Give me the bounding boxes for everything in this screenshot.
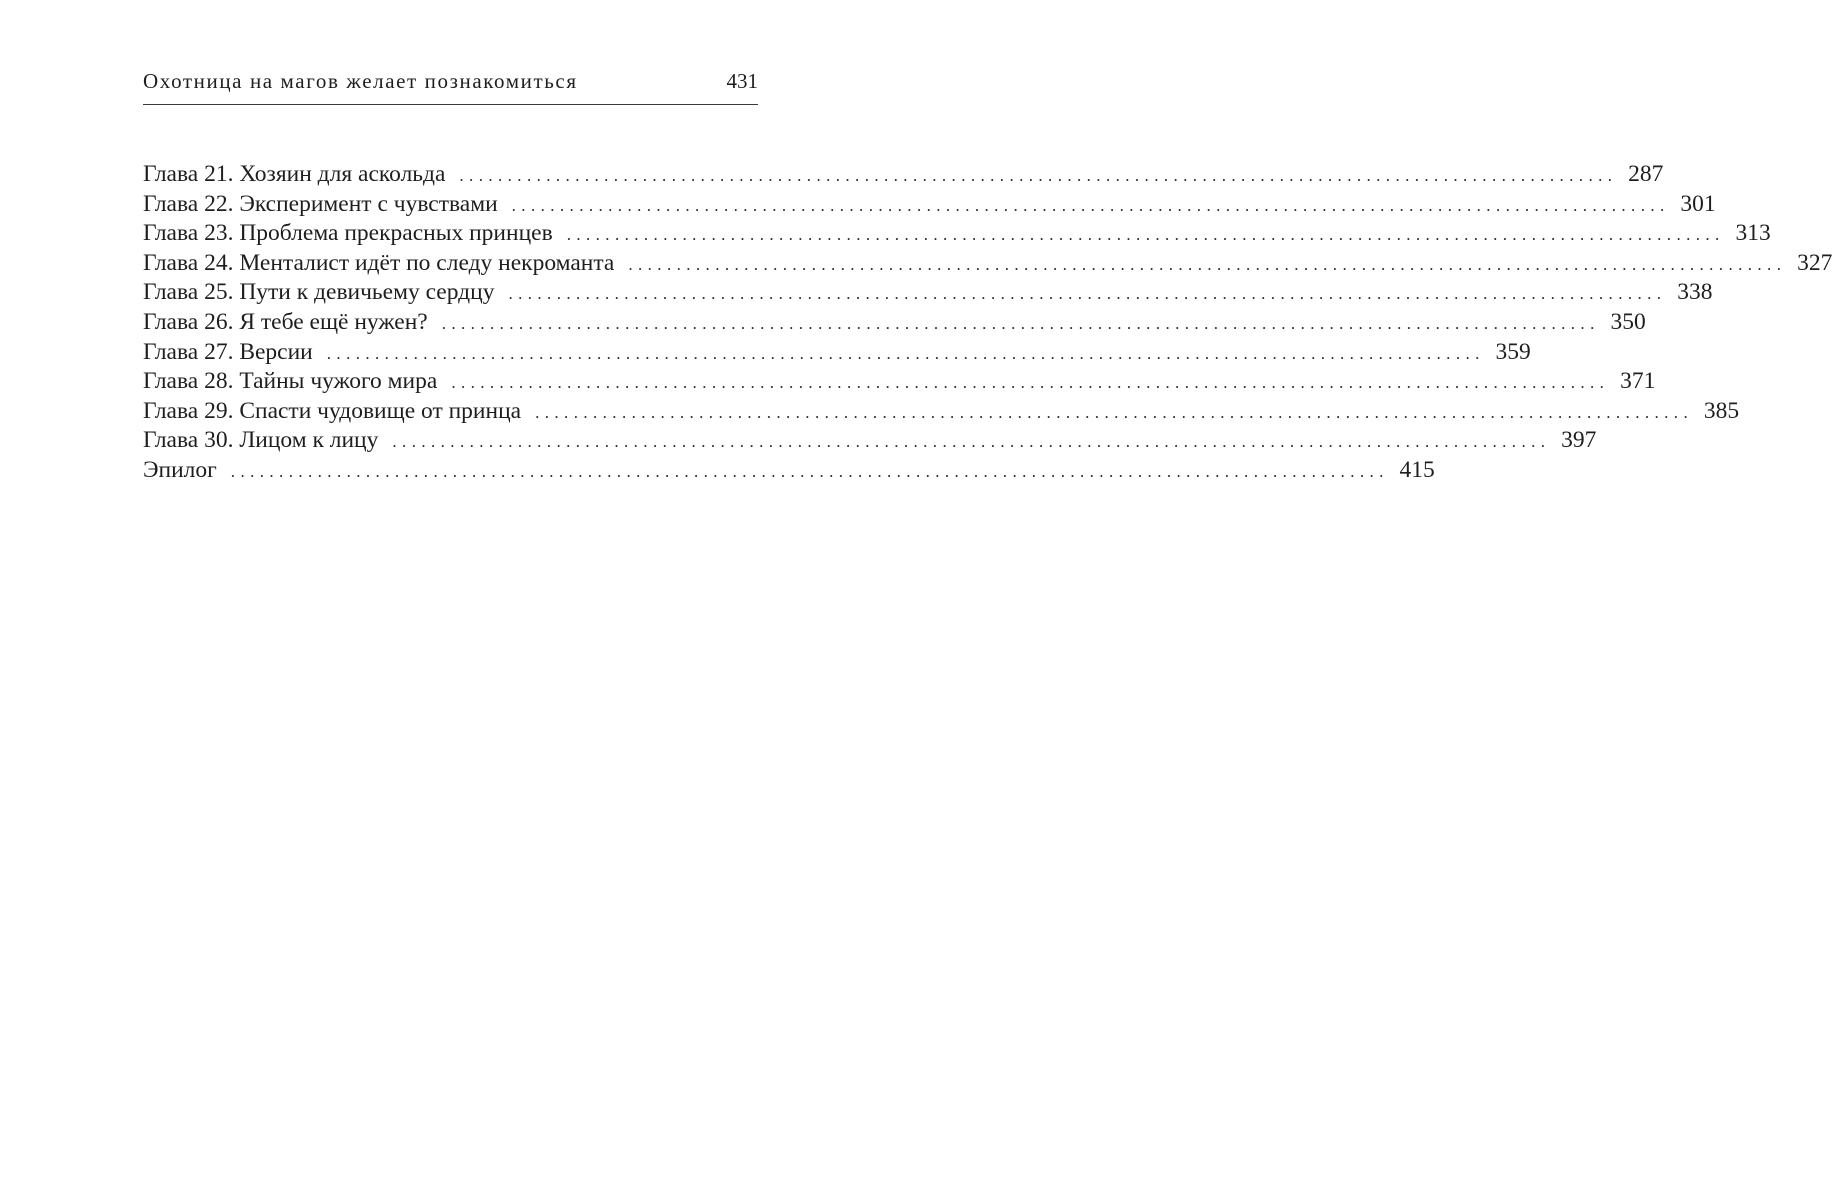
- toc-entry: [143, 367, 1656, 397]
- toc-entry-page: 415: [1399, 456, 1435, 483]
- toc-entry: [143, 456, 1435, 486]
- toc-leader-dots: ........................................................................................................................: [392, 432, 1551, 452]
- toc-entry: [143, 308, 1646, 338]
- toc-entry-page: 350: [1610, 308, 1646, 335]
- toc-entry: [143, 249, 1832, 279]
- toc-entry-page: 287: [1628, 161, 1664, 187]
- toc-leader-dots: ........................................................................................................................: [566, 225, 1725, 245]
- book-title: Охотница на магов желает познакомиться: [143, 69, 578, 93]
- toc-entry-title: Глава 22. Эксперимент с чувствами: [143, 190, 498, 217]
- toc-entry: [143, 338, 1531, 368]
- toc-entry-title: Глава 27. Версии: [143, 338, 313, 365]
- toc-entry-title: Эпилог: [143, 456, 217, 483]
- table-of-contents: [143, 160, 1832, 486]
- toc-entry-title: Глава 23. Проблема прекрасных принцев: [143, 220, 553, 247]
- toc-entry-page: 313: [1735, 220, 1771, 247]
- toc-entry: [143, 426, 1597, 456]
- toc-leader-dots: ........................................................................................................................: [628, 254, 1787, 274]
- toc-entry-title: Глава 25. Пути к девичьему сердцу: [143, 279, 495, 306]
- toc-leader-dots: ........................................................................................................................: [535, 402, 1694, 422]
- toc-entry: [143, 397, 1740, 427]
- toc-entry-title: Глава 21. Хозяин для аскольда: [143, 161, 446, 187]
- toc-entry-page: 327: [1797, 249, 1832, 276]
- toc-leader-dots: ........................................................................................................................: [511, 195, 1670, 215]
- toc-entry: [143, 278, 1713, 308]
- toc-entry-page: 359: [1495, 338, 1531, 365]
- toc-entry-title: Глава 26. Я тебе ещё нужен?: [143, 308, 428, 335]
- toc-leader-dots: ........................................................................................................................: [451, 373, 1610, 393]
- toc-entry-title: Глава 24. Менталист идёт по следу некроманта: [143, 249, 615, 276]
- page-number: 431: [726, 69, 758, 93]
- toc-entry: [143, 160, 1664, 190]
- toc-entry: [143, 190, 1716, 220]
- toc-leader-dots: ........................................................................................................................: [441, 313, 1600, 333]
- toc-entry-title: Глава 29. Спасти чудовище от принца: [143, 397, 522, 424]
- toc-entry: [143, 219, 1771, 249]
- toc-entry-title: Глава 28. Тайны чужого мира: [143, 368, 438, 395]
- toc-leader-dots: ........................................................................................................................: [326, 343, 1485, 363]
- toc-leader-dots: ........................................................................................................................: [230, 461, 1389, 481]
- toc-entry-page: 397: [1561, 427, 1597, 454]
- toc-entry-page: 338: [1677, 279, 1713, 306]
- toc-entry-page: 301: [1680, 190, 1716, 217]
- toc-entry-page: 371: [1620, 368, 1656, 395]
- toc-leader-dots: ........................................................................................................................: [459, 166, 1618, 185]
- toc-entry-page: 385: [1703, 397, 1740, 424]
- running-header: [143, 66, 758, 105]
- toc-leader-dots: ........................................................................................................................: [508, 284, 1667, 304]
- toc-entry-title: Глава 30. Лицом к лицу: [143, 427, 379, 454]
